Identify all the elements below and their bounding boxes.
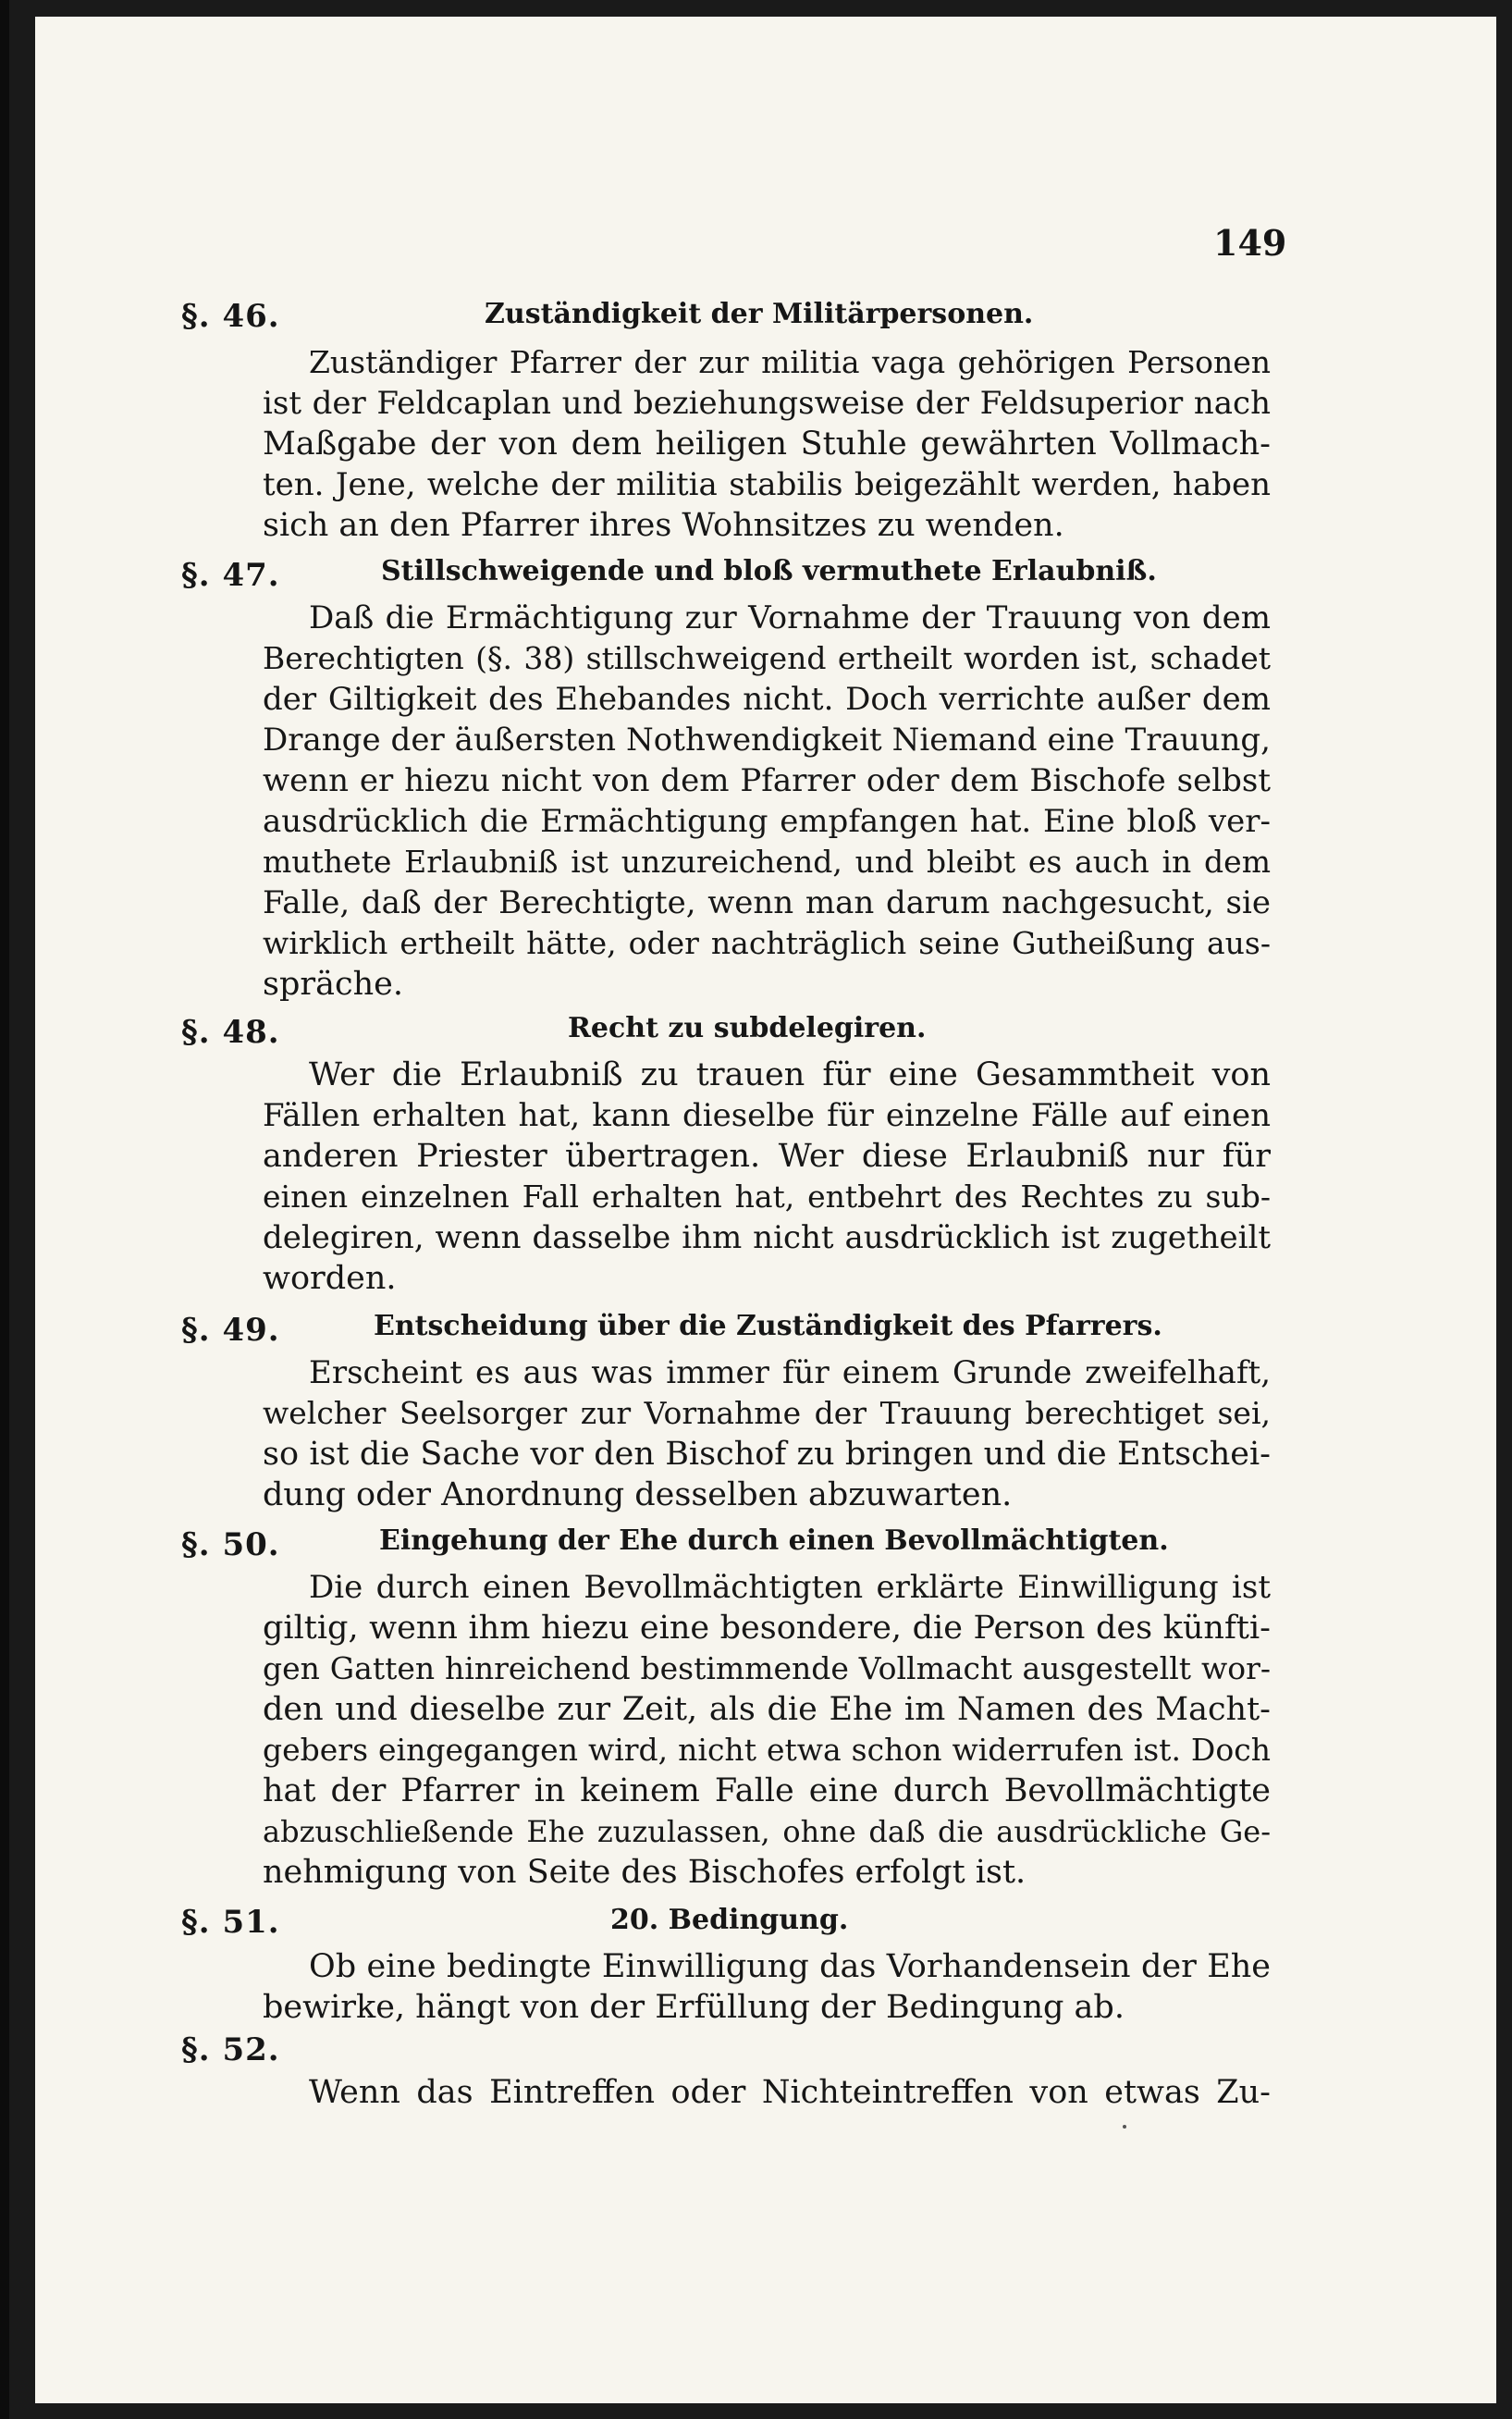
- section-number: §. 52.: [181, 2031, 280, 2068]
- book-spine-edge: [0, 0, 9, 2419]
- text-line: welcher Seelsorger zur Vornahme der Trauung berechtiget sei,: [263, 1395, 1271, 1431]
- text-line: wenn er hiezu nicht von dem Pfarrer oder dem Bischofe selbst: [263, 762, 1271, 799]
- section-number: §. 47.: [181, 557, 280, 594]
- text-line: Zuständiger Pfarrer der zur militia vaga gehörigen Personen: [309, 344, 1271, 380]
- text-line: wirklich ertheilt hätte, oder nachträglich seine Gutheißung aus-: [263, 925, 1271, 961]
- text-line: worden.: [263, 1260, 397, 1297]
- text-line: Erscheint es aus was immer für einem Grunde zweifelhaft,: [309, 1354, 1271, 1391]
- section-number: §. 49.: [181, 1312, 280, 1349]
- text-line: so ist die Sache vor den Bischof zu bringen und die Entschei-: [263, 1436, 1271, 1473]
- text-line: Daß die Ermächtigung zur Vornahme der Trauung von dem: [309, 599, 1271, 636]
- section-heading: Zuständigkeit der Militärpersonen.: [485, 298, 1034, 330]
- text-line: gen Gatten hinreichend bestimmende Vollmacht ausgestellt wor-: [263, 1650, 1271, 1686]
- text-line: anderen Priester übertragen. Wer diese Erlaubniß nur für: [263, 1138, 1271, 1175]
- text-line: ausdrücklich die Ermächtigung empfangen hat. Eine bloß ver-: [263, 803, 1271, 840]
- text-line: muthete Erlaubniß ist unzureichend, und bleibt es auch in dem: [263, 844, 1271, 880]
- section-heading: Stillschweigende und bloß vermuthete Erlaubniß.: [381, 555, 1157, 587]
- text-line: Berechtigten (§. 38) stillschweigend ertheilt worden ist, schadet: [263, 640, 1271, 676]
- section-number: §. 51.: [181, 1904, 280, 1941]
- text-line: hat der Pfarrer in keinem Falle eine durch Bevollmächtigte: [263, 1772, 1271, 1809]
- text-line: einen einzelnen Fall erhalten hat, entbehrt des Rechtes zu sub-: [263, 1179, 1271, 1215]
- section-heading: 20. Bedingung.: [610, 1904, 849, 1936]
- section-heading: Eingehung der Ehe durch einen Bevollmächtigten.: [379, 1524, 1169, 1557]
- text-line: Maßgabe der von dem heiligen Stuhle gewährten Vollmach-: [263, 426, 1271, 463]
- text-line: ten. Jene, welche der militia stabilis beigezählt werden, haben: [263, 466, 1271, 503]
- text-line: spräche.: [263, 966, 403, 1003]
- text-line: Die durch einen Bevollmächtigten erklärte Einwilligung ist: [309, 1569, 1271, 1606]
- text-line: Fällen erhalten hat, kann dieselbe für einzelne Fälle auf einen: [263, 1097, 1271, 1134]
- text-line: dung oder Anordnung desselben abzuwarten.: [263, 1476, 1013, 1513]
- text-line: Ob eine bedingte Einwilligung das Vorhandensein der Ehe: [309, 1948, 1271, 1985]
- page-number: 149: [1213, 222, 1287, 264]
- speck: [1123, 2125, 1126, 2129]
- text-line: nehmigung von Seite des Bischofes erfolgt ist.: [263, 1854, 1026, 1891]
- text-line: Wenn das Eintreffen oder Nichteintreffen von etwas Zu-: [309, 2074, 1271, 2111]
- text-line: Drange der äußersten Nothwendigkeit Niemand eine Trauung,: [263, 722, 1271, 759]
- text-line: abzuschließende Ehe zuzulassen, ohne daß die ausdrückliche Ge-: [263, 1814, 1271, 1849]
- section-number: §. 50.: [181, 1526, 280, 1563]
- text-line: Wer die Erlaubniß zu trauen für eine Gesammtheit von: [309, 1056, 1271, 1093]
- section-number: §. 48.: [181, 1014, 280, 1051]
- text-line: der Giltigkeit des Ehebandes nicht. Doch verrichte außer dem: [263, 681, 1271, 718]
- text-line: Falle, daß der Berechtigte, wenn man darum nachgesucht, sie: [263, 884, 1271, 921]
- section-number: §. 46.: [181, 298, 280, 335]
- text-line: gebers eingegangen wird, nicht etwa schon widerrufen ist. Doch: [263, 1732, 1271, 1768]
- text-line: sich an den Pfarrer ihres Wohnsitzes zu wenden.: [263, 507, 1064, 544]
- text-line: den und dieselbe zur Zeit, als die Ehe im Namen des Macht-: [263, 1691, 1271, 1728]
- text-line: bewirke, hängt von der Erfüllung der Bedingung ab.: [263, 1989, 1125, 2026]
- section-heading: Recht zu subdelegiren.: [568, 1012, 927, 1044]
- text-line: ist der Feldcaplan und beziehungsweise der Feldsuperior nach: [263, 385, 1271, 422]
- section-heading: Entscheidung über die Zuständigkeit des Pfarrers.: [374, 1310, 1162, 1342]
- text-line: giltig, wenn ihm hiezu eine besondere, die Person des künfti-: [263, 1610, 1271, 1647]
- text-line: delegiren, wenn dasselbe ihm nicht ausdrücklich ist zugetheilt: [263, 1219, 1271, 1256]
